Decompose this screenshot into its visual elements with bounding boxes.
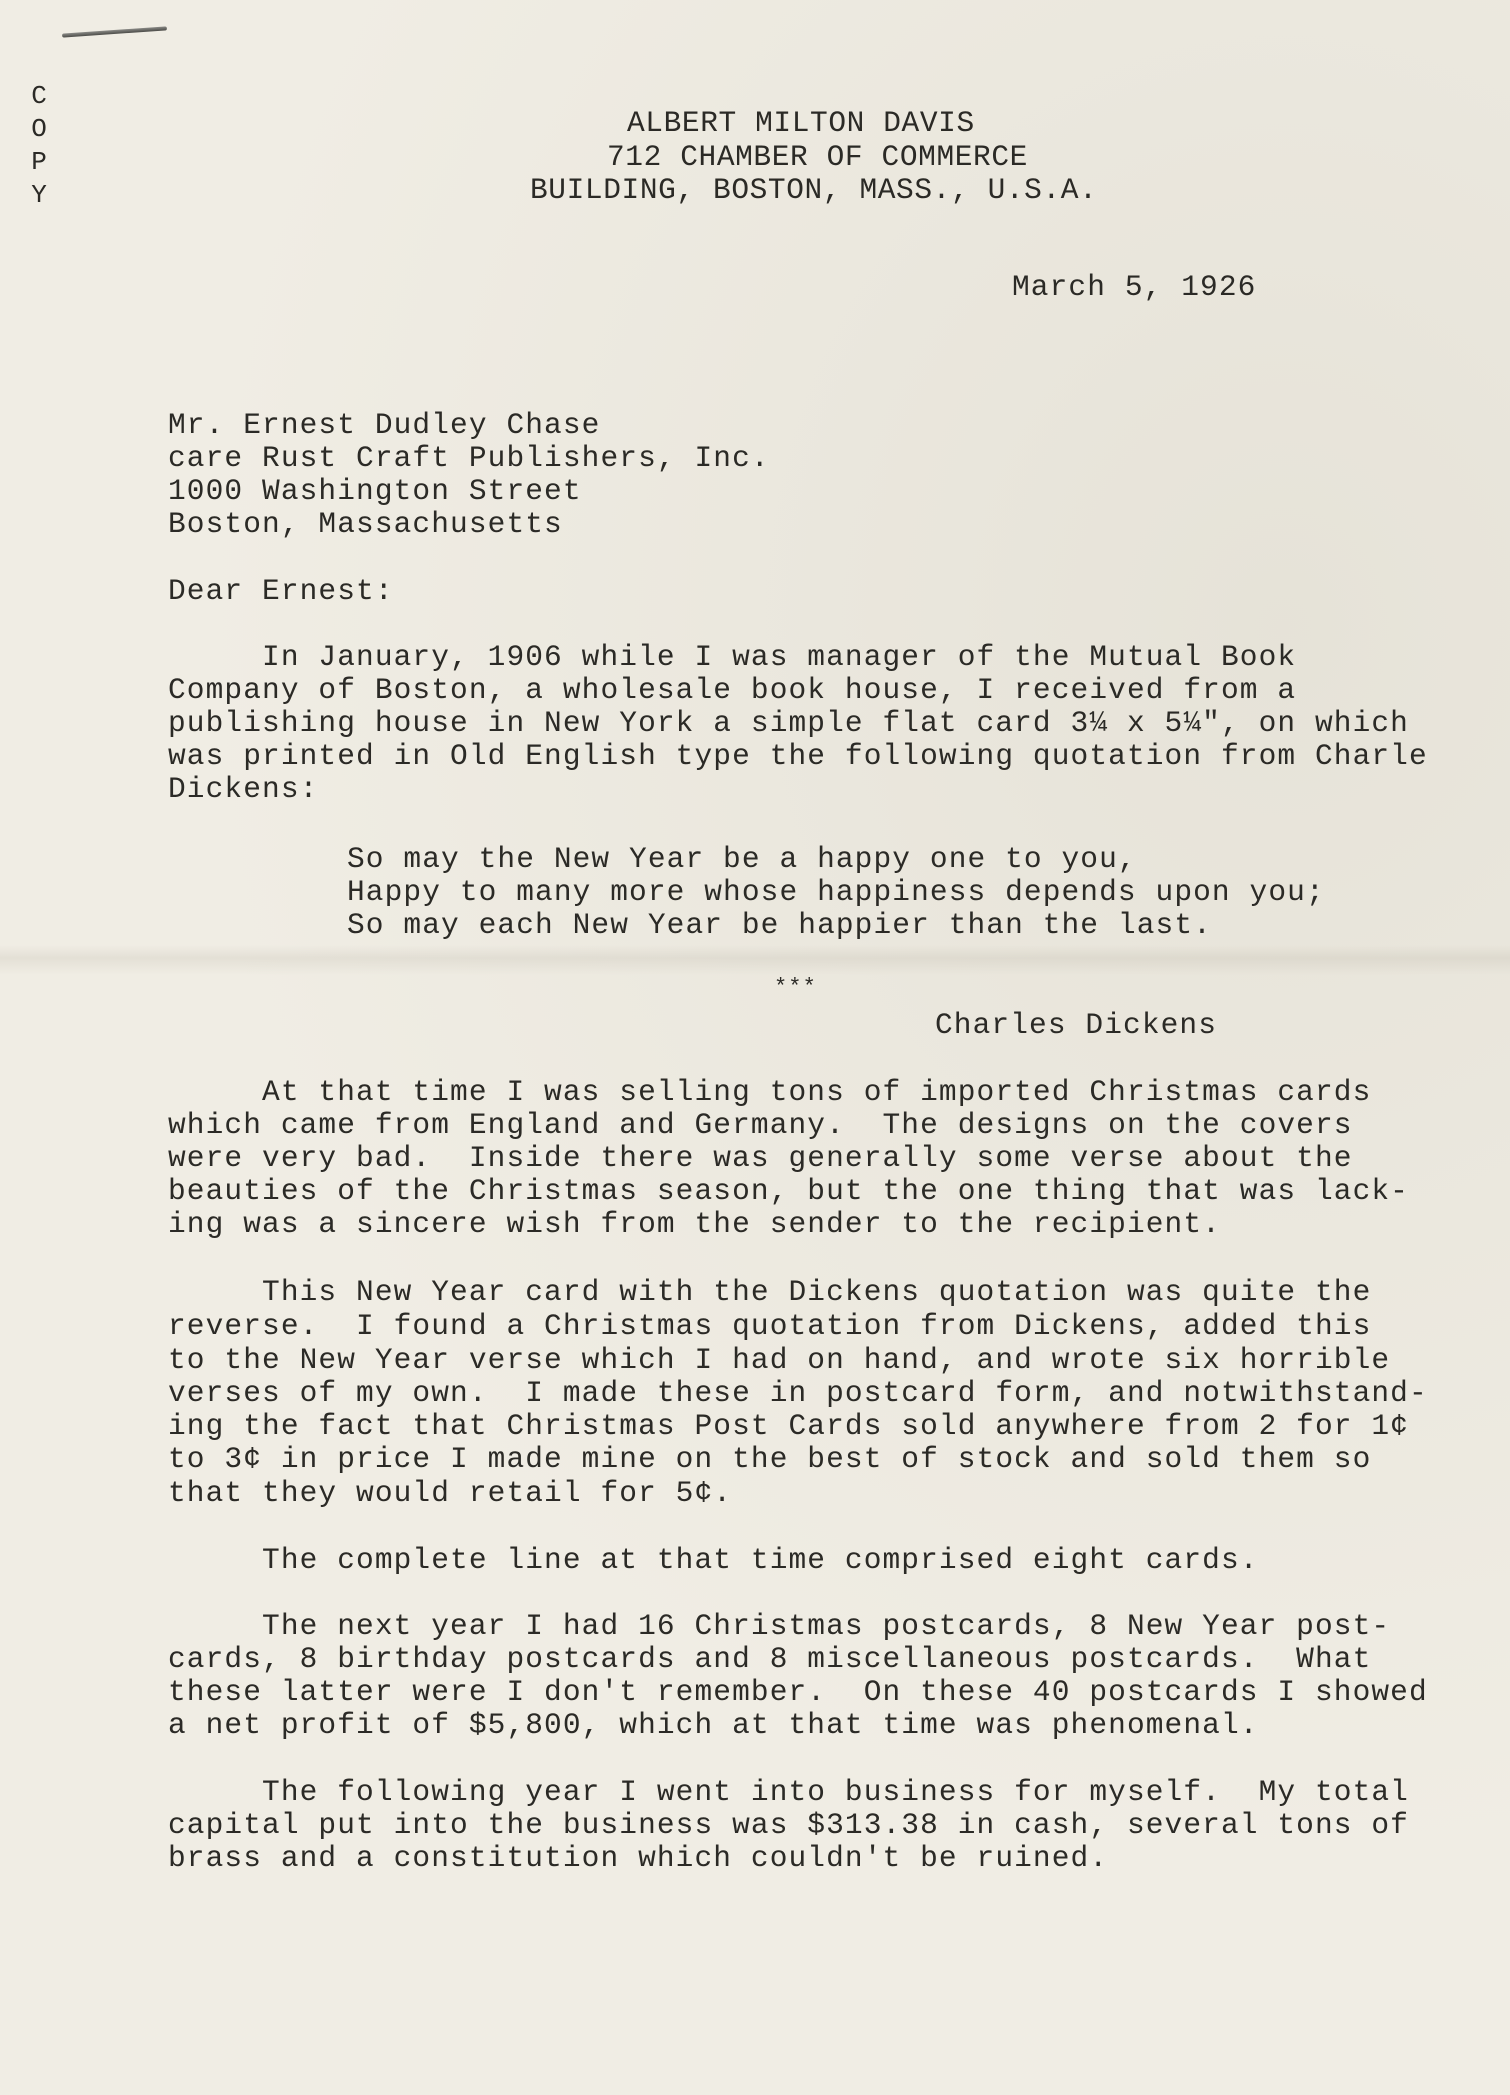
paragraph-line: that they would retail for 5¢.: [168, 1476, 733, 1510]
quote-attribution: Charles Dickens: [935, 1008, 1218, 1042]
paragraph-line: was printed in Old English type the following quotation from Charle: [168, 739, 1428, 773]
paragraph-line: these latter were I don't remember. On these 40 postcards I showed: [168, 1675, 1428, 1709]
paragraph-line: ing was a sincere wish from the sender to the recipient.: [168, 1207, 1221, 1241]
paragraph-line: were very bad. Inside there was generally some verse about the: [168, 1141, 1353, 1175]
recipient-city: Boston, Massachusetts: [168, 507, 563, 541]
quote-separator: ***: [774, 975, 817, 1000]
letterhead-name: ALBERT MILTON DAVIS: [627, 106, 975, 140]
letterhead-address: 712 CHAMBER OF COMMERCE: [607, 140, 1028, 174]
copy-letter: Y: [31, 180, 47, 210]
paragraph-line: In January, 1906 while I was manager of the Mutual Book: [168, 640, 1297, 674]
paragraph-line: to the New Year verse which I had on hand, and wrote six horrible: [168, 1343, 1391, 1377]
paragraph-line: reverse. I found a Christmas quotation from Dickens, added this: [168, 1309, 1372, 1343]
paragraph-line: a net profit of $5,800, which at that time was phenomenal.: [168, 1708, 1259, 1742]
copy-stamp: [27, 80, 51, 212]
quote-line: So may the New Year be a happy one to you,: [347, 842, 1137, 876]
paragraph-line: The following year I went into business for myself. My total: [168, 1775, 1409, 1809]
paragraph-line: verses of my own. I made these in postcard form, and notwithstand-: [168, 1376, 1428, 1410]
quote-line: So may each New Year be happier than the last.: [347, 908, 1212, 942]
paragraph-line: This New Year card with the Dickens quotation was quite the: [168, 1275, 1372, 1309]
recipient-company: care Rust Craft Publishers, Inc.: [168, 441, 770, 475]
paragraph-line: brass and a constitution which couldn't be ruined.: [168, 1841, 1109, 1875]
salutation: Dear Ernest:: [168, 574, 394, 608]
paragraph-line: publishing house in New York a simple flat card 3¼ x 5¼", on which: [168, 706, 1409, 740]
paragraph-line: The next year I had 16 Christmas postcards, 8 New Year post-: [168, 1609, 1391, 1643]
staple-mark: [62, 26, 167, 37]
letter-date: March 5, 1926: [1012, 270, 1257, 304]
copy-letter: O: [31, 114, 47, 144]
recipient-street: 1000 Washington Street: [168, 474, 582, 508]
paragraph-line: The complete line at that time comprised eight cards.: [168, 1543, 1259, 1577]
paragraph-line: beauties of the Christmas season, but the one thing that was lack-: [168, 1174, 1409, 1208]
paragraph-line: capital put into the business was $313.38 in cash, several tons of: [168, 1808, 1409, 1842]
copy-letter: P: [31, 147, 47, 177]
recipient-name: Mr. Ernest Dudley Chase: [168, 408, 601, 442]
paragraph-line: Dickens:: [168, 772, 319, 806]
quote-line: Happy to many more whose happiness depends upon you;: [347, 875, 1325, 909]
paragraph-line: At that time I was selling tons of imported Christmas cards: [168, 1075, 1372, 1109]
paragraph-line: to 3¢ in price I made mine on the best of stock and sold them so: [168, 1442, 1372, 1476]
paragraph-line: cards, 8 birthday postcards and 8 miscellaneous postcards. What: [168, 1642, 1372, 1676]
letterhead-city: BUILDING, BOSTON, MASS., U.S.A.: [530, 173, 1098, 207]
paragraph-line: ing the fact that Christmas Post Cards sold anywhere from 2 for 1¢: [168, 1409, 1409, 1443]
paragraph-line: Company of Boston, a wholesale book house, I received from a: [168, 673, 1297, 707]
copy-letter: C: [31, 81, 47, 111]
paragraph-line: which came from England and Germany. The designs on the covers: [168, 1108, 1353, 1142]
